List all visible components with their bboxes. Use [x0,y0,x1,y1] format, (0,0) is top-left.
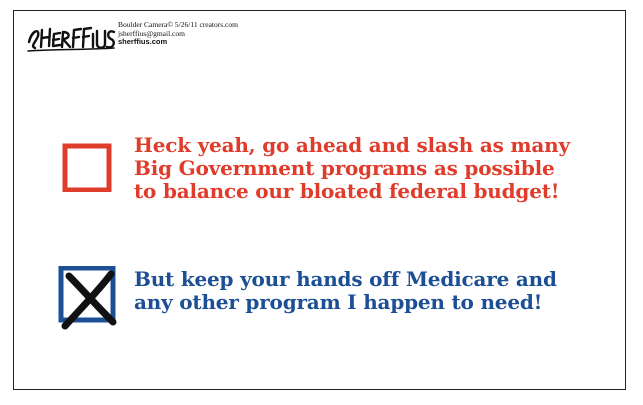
option-keep-medicare [61,268,557,324]
artist-credit [118,21,238,47]
option-slash-programs [61,133,570,203]
artist-signature-logo [26,20,116,54]
option-text-line: But keep your hands off Medicare and [134,267,557,291]
option-text-line: any other program I happen to need! [134,290,543,314]
checkbox-x-mark-icon [57,266,121,330]
credit-email: jsherffius@gmail.com [118,28,185,38]
credit-website: sherffius.com [118,37,168,46]
empty-checkbox[interactable] [61,136,117,192]
option-text [134,134,570,203]
checked-checkbox[interactable] [61,268,117,324]
credit-line: Boulder Camera© 5/26/11 creators.com [118,20,238,29]
option-text-line: to balance our bloated federal budget! [134,179,560,203]
checkbox-icon [61,136,117,192]
option-text-line: Heck yeah, go ahead and slash as many [134,133,570,157]
artist-signature [26,20,286,60]
option-text-line: Big Government programs as possible [134,156,555,180]
option-text [134,268,557,314]
